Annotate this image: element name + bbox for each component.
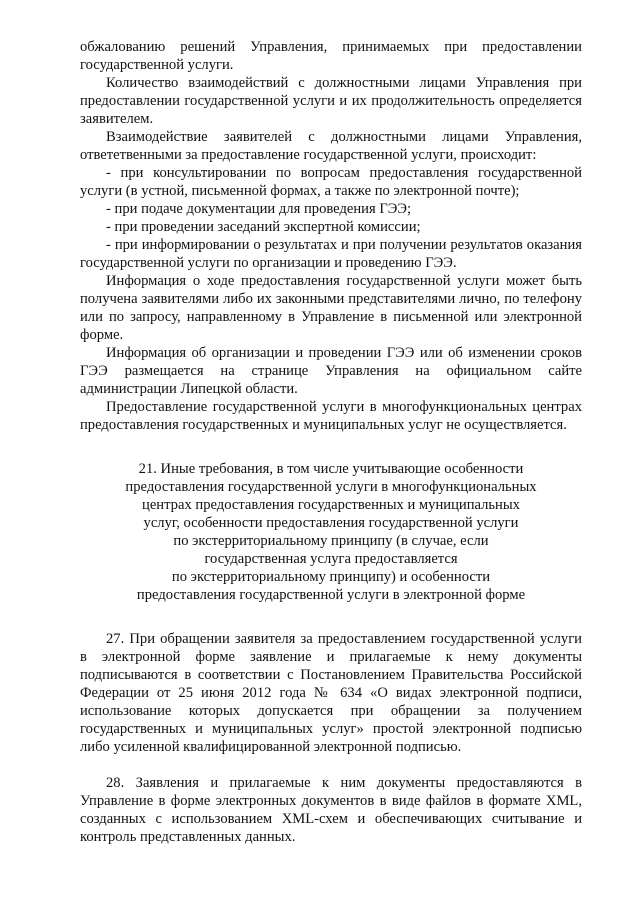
paragraph-gap bbox=[80, 756, 582, 774]
paragraph-mfc: Предоставление государственной услуги в многофункциональных центрах предоставления государственных и муниципальных услуг не осуществляется. bbox=[80, 399, 582, 433]
paragraph-progress-info: Информация о ходе предоставления государственной услуги может быть получена заявителями либо их законными представителями лично, по телефону или по запросу, направленному в Управление в письменной или электронной форме. bbox=[80, 273, 582, 343]
paragraph-gee-info: Информация об организации и проведении ГЭЭ или об изменении сроков ГЭЭ размещается на странице Управления на официальном сайте администрации Липецкой области. bbox=[80, 345, 582, 397]
paragraph-27: 27. При обращении заявителя за предоставлением государственной услуги в электронной форме заявление и прилагаемые к нему документы подписываются в соответствии с Постановлением Правительства Российской Федерации от 25 июня 2012 года № 634 «О видах электронной подписи, использование которых допускается при обращении за получением государственных и муниципальных услуг» простой электронной подписью либо усиленной квалифицированной электронной подписью. bbox=[80, 631, 582, 755]
list-item-submission: - при подаче документации для проведения ГЭЭ; bbox=[106, 201, 412, 217]
heading-line: центрах предоставления государственных и муниципальных bbox=[142, 497, 520, 513]
section-heading-21 bbox=[80, 460, 582, 604]
list-item-consulting: - при консультировании по вопросам предоставления государственной услуги (в устной, письменной формах, а также по электронной почте); bbox=[80, 165, 582, 199]
heading-line: предоставления государственной услуги в электронной форме bbox=[136, 587, 526, 603]
paragraph-interaction-count: Количество взаимодействий с должностными лицами Управления при предоставлении государственной услуги и их продолжительность определяется заявителем. bbox=[80, 75, 582, 127]
paragraph-continuation: обжалованию решений Управления, принимаемых при предоставлении государственной услуги. bbox=[80, 39, 582, 73]
paragraph-28: 28. Заявления и прилагаемые к ним документы предоставляются в Управление в форме электронных документов в виде файлов в формате XML, созданных с использованием XML-схем и обеспечивающих считывание и контроль представленных данных. bbox=[80, 775, 582, 845]
heading-line: 21. Иные требования, в том числе учитывающие особенности bbox=[138, 461, 524, 477]
heading-line: предоставления государственной услуги в многофункциональных bbox=[125, 479, 537, 495]
paragraph-interaction-intro: Взаимодействие заявителей с должностными лицами Управления, ответетвенными за предоставление государственной услуги, происходит: bbox=[80, 129, 582, 163]
heading-line: услуг, особенности предоставления государственной услуги bbox=[143, 515, 519, 531]
heading-line: по экстерриториальному принципу) и особенности bbox=[171, 569, 491, 585]
list-item-informing: - при информировании о результатах и при получении результатов оказания государственной услуги по организации и проведению ГЭЭ. bbox=[80, 237, 582, 271]
heading-line: по экстерриториальному принципу (в случае, если bbox=[173, 533, 489, 549]
list-item-commission: - при проведении заседаний экспертной комиссии; bbox=[106, 219, 421, 235]
heading-line: государственная услуга предоставляется bbox=[204, 551, 458, 567]
